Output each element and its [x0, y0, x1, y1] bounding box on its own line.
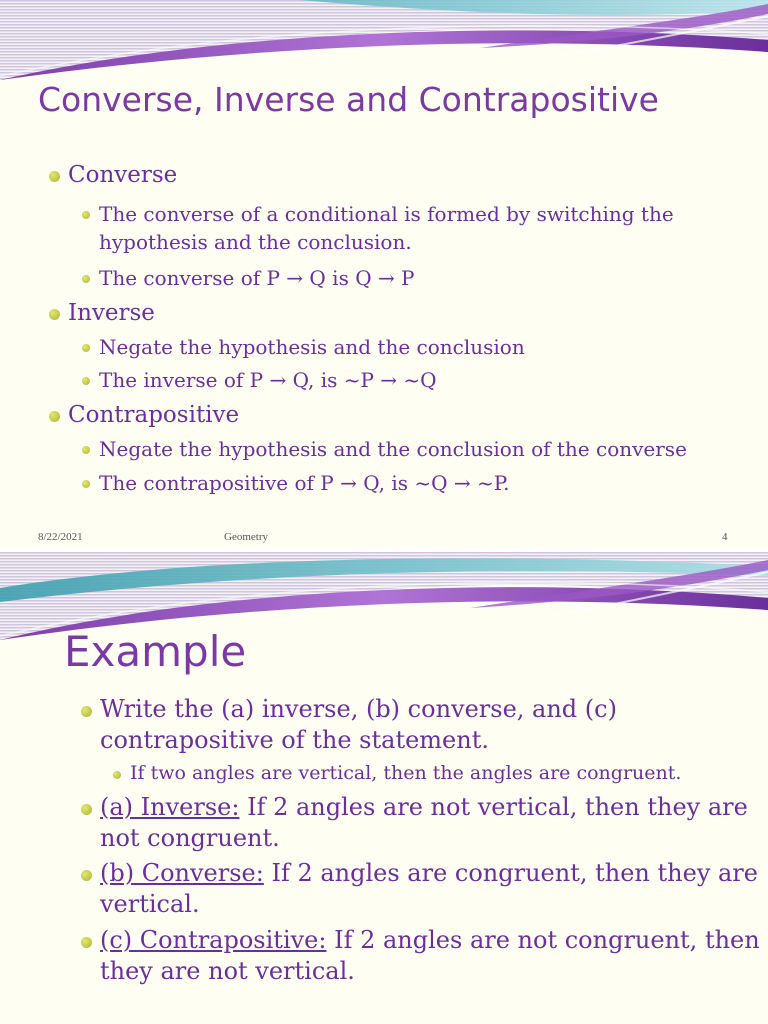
bullet-icon	[81, 706, 92, 717]
slide-title: Example	[64, 627, 247, 676]
bullet-icon	[81, 870, 92, 881]
contrapositive-heading: Contrapositive	[68, 402, 240, 428]
answer-converse	[100, 859, 758, 887]
converse-definition-cont: hypothesis and the conclusion.	[99, 230, 412, 254]
converse-heading: Converse	[68, 162, 178, 188]
converse-definition: The converse of a conditional is formed by switching the	[99, 202, 674, 226]
bullet-icon	[82, 275, 90, 283]
answer-inverse-cont: not congruent.	[100, 824, 280, 852]
bullet-icon	[82, 480, 90, 488]
slide-title: Converse, Inverse and Contrapositive	[38, 80, 659, 119]
bullet-icon	[82, 211, 90, 219]
converse-example: The converse of P → Q is Q → P	[99, 266, 415, 290]
answer-inverse-text: If 2 angles are not vertical, then they are	[239, 793, 748, 821]
bullet-icon	[113, 771, 121, 779]
footer-subject: Geometry	[224, 531, 268, 543]
prompt-line-1: Write the (a) inverse, (b) converse, and (c)	[100, 695, 617, 723]
slide-example	[0, 552, 768, 1024]
footer-date: 8/22/2021	[38, 531, 83, 543]
answer-contrapositive-text: If 2 angles are not congruent, then	[326, 926, 760, 954]
bullet-icon	[82, 377, 90, 385]
inverse-example: The inverse of P → Q, is ~P → ~Q	[99, 368, 437, 392]
given-statement: If two angles are vertical, then the angles are congruent.	[130, 762, 682, 784]
bullet-icon	[49, 309, 60, 320]
bullet-icon	[81, 937, 92, 948]
prompt-line-2: contrapositive of the statement.	[100, 726, 489, 754]
bullet-icon	[82, 446, 90, 454]
answer-contrapositive-cont: they are not vertical.	[100, 957, 355, 985]
contrapositive-example: The contrapositive of P → Q, is ~Q → ~P.	[99, 471, 510, 495]
inverse-definition: Negate the hypothesis and the conclusion	[99, 335, 525, 359]
answer-converse-text: If 2 angles are congruent, then they are	[263, 859, 758, 887]
inverse-heading: Inverse	[68, 300, 155, 326]
decorative-banner	[0, 0, 768, 80]
answer-inverse	[100, 793, 748, 821]
bullet-icon	[82, 344, 90, 352]
answer-inverse-label: (a) Inverse:	[100, 793, 240, 821]
bullet-icon	[49, 171, 60, 182]
contrapositive-definition: Negate the hypothesis and the conclusion of the converse	[99, 437, 687, 461]
bullet-icon	[49, 411, 60, 422]
bullet-icon	[81, 804, 92, 815]
answer-converse-label: (b) Converse:	[100, 859, 264, 887]
footer-page-number: 4	[722, 531, 728, 543]
answer-contrapositive	[100, 926, 760, 954]
answer-converse-cont: vertical.	[100, 890, 200, 918]
answer-contrapositive-label: (c) Contrapositive:	[100, 926, 327, 954]
